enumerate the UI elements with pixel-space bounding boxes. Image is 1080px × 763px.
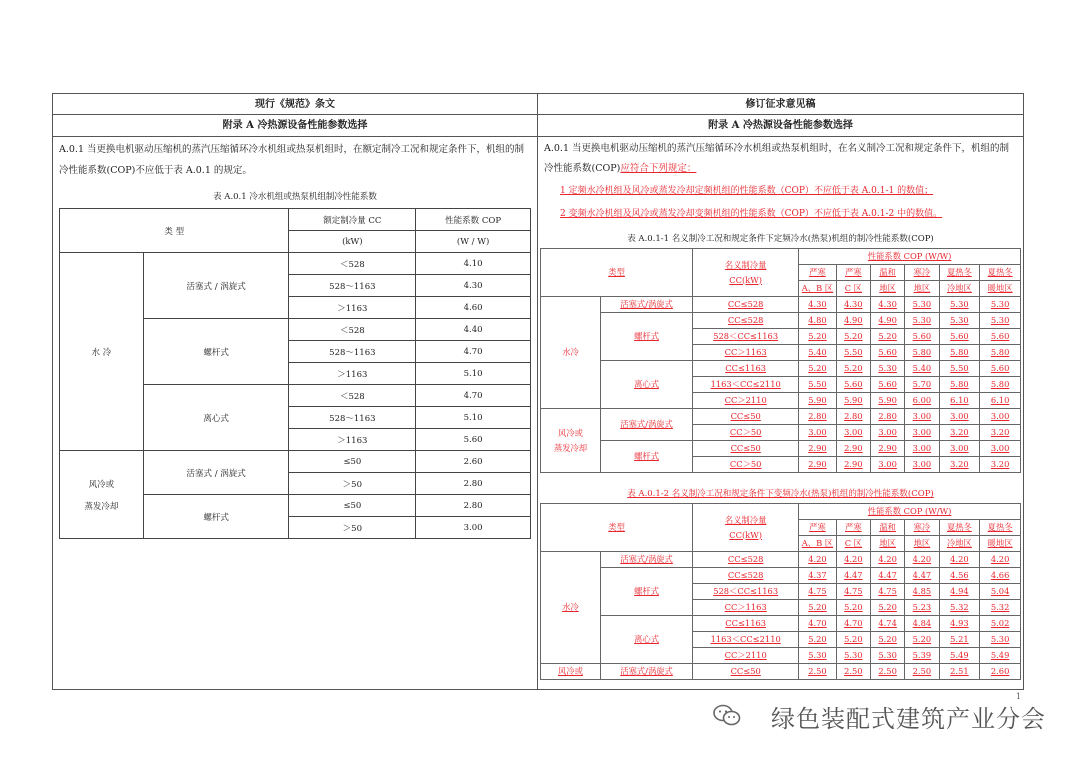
watermark-text: 绿色装配式建筑产业分会 [771,705,1046,733]
t1-group-water: 水冷 [541,297,601,409]
cell-cop: 5.10 [416,363,531,385]
t1-cell-cop: 5.30 [905,297,939,313]
t1-zone-4-b: 冷地区 [939,281,980,297]
t1-cell-cop: 5.20 [799,361,837,377]
t1-cell-cop: 5.90 [870,393,904,409]
t2-zone-3-a: 寒冷 [905,520,939,536]
cell-cop: 4.70 [416,385,531,407]
table2-caption-right: 表 A.0.1-2 名义制冷工况和规定条件下变频冷水(热泵)机组的制冷性能系数(COP) [627,489,934,499]
t1-type-screw: 螺杆式 [601,313,693,361]
t2-cell-cc: 1163＜CC≤2110 [693,632,799,648]
t1-cell-cop: 3.20 [980,457,1021,473]
t1-cell-cop: 5.60 [836,377,870,393]
col-type: 类 型 [60,209,289,253]
t2-cell-cop: 4.47 [870,568,904,584]
group-air-line2: 蒸发冷却 [84,501,119,512]
cell-cop: 2.60 [416,451,531,473]
t1-cell-cop: 5.80 [939,345,980,361]
t2-type-piston: 活塞式/涡旋式 [601,552,693,568]
t1-cell-cop: 4.30 [799,297,837,313]
type-air-piston: 活塞式 / 涡旋式 [143,451,289,495]
cell-cop: 4.30 [416,275,531,297]
t1-cell-cop: 5.80 [980,377,1021,393]
t1-cell-cop: 6.10 [980,393,1021,409]
t1-cell-cop: 4.90 [836,313,870,329]
t2-cell-cop: 5.32 [939,600,980,616]
t2-cell-cop: 2.50 [799,664,837,680]
t1-cell-cc: CC≤528 [693,297,799,313]
t1-cell-cc: CC≤50 [693,441,799,457]
t2-cell-cop: 5.20 [870,632,904,648]
t1-zone-2-b: 地区 [870,281,904,297]
t1-cc-head [693,249,799,297]
t1-cell-cop: 5.40 [905,361,939,377]
t1-group-air-line1: 风冷或 [558,427,583,438]
cell-cc: ＞50 [289,473,416,495]
t2-cell-cop: 4.20 [905,552,939,568]
t1-cell-cop: 5.90 [836,393,870,409]
t2-cell-cop: 5.30 [870,648,904,664]
t1-cell-cop: 2.80 [836,409,870,425]
t2-cell-cop: 4.75 [836,584,870,600]
t1-cell-cop: 2.90 [870,441,904,457]
t1-cell-cop: 3.00 [870,425,904,441]
t1-cell-cop: 5.20 [836,361,870,377]
t1-zone-2-a: 温和 [870,265,904,281]
cell-cop: 5.60 [416,429,531,451]
t1-zone-1-b: C 区 [836,281,870,297]
clause-a01-right [538,137,1023,179]
t1-cell-cop: 2.90 [799,457,837,473]
t1-type-air-screw: 螺杆式 [601,441,693,473]
t1-zone-5-a: 夏热冬 [980,265,1021,281]
t2-zone-2-b: 地区 [870,536,904,552]
t1-zone-3-a: 寒冷 [905,265,939,281]
t1-cell-cop: 5.50 [836,345,870,361]
t1-cell-cop: 5.30 [939,313,980,329]
t1-cell-cc: CC≤1163 [693,361,799,377]
t1-cell-cop: 5.60 [980,329,1021,345]
t2-zone-1-b: C 区 [836,536,870,552]
t1-cell-cop: 2.90 [799,441,837,457]
cell-cc: ≤50 [289,495,416,517]
t2-cell-cop: 5.20 [836,600,870,616]
t1-cell-cop: 3.00 [870,457,904,473]
cell-cc: ＜528 [289,253,416,275]
t1-cell-cop: 3.00 [799,425,837,441]
t1-cell-cc: CC≤50 [693,409,799,425]
t2-cell-cop: 4.84 [905,616,939,632]
t2-zone-5-a: 夏热冬 [980,520,1021,536]
t1-cell-cop: 3.00 [836,425,870,441]
cell-cop: 4.70 [416,341,531,363]
wechat-icon [712,703,742,727]
cell-cc: ＜528 [289,319,416,341]
t1-cell-cop: 3.00 [905,441,939,457]
t2-zone-0-a: 严寒 [799,520,837,536]
col-cop-unit: (W / W) [416,231,531,253]
t2-cell-cc: CC≤1163 [693,616,799,632]
col-cc-unit: (kW) [289,231,416,253]
cell-cc: 528～1163 [289,341,416,363]
t2-cell-cop: 5.30 [799,648,837,664]
t2-cell-cop: 4.70 [836,616,870,632]
revised-item-2: 2 变频水冷机组及风冷或蒸发冷却变频机组的性能系数（COP）不应低于表 A.0.1-2 中的数值。 [560,209,943,219]
document-frame [52,93,1024,701]
t2-zone-4-a: 夏热冬 [939,520,980,536]
t1-cell-cop: 5.30 [980,313,1021,329]
t1-cell-cop: 5.60 [870,345,904,361]
t1-group-air-line2: 蒸发冷却 [553,442,588,453]
cell-cop: 2.80 [416,473,531,495]
t2-cell-cop: 2.50 [836,664,870,680]
t1-cell-cop: 4.30 [870,297,904,313]
t2-zone-2-a: 温和 [870,520,904,536]
t1-cell-cop: 5.30 [939,297,980,313]
t2-type-air-piston: 活塞式/涡旋式 [601,664,693,680]
t2-cell-cop: 4.75 [870,584,904,600]
t2-cell-cc: CC≤528 [693,552,799,568]
t1-type-centrifugal: 离心式 [601,361,693,409]
t2-cell-cop: 5.32 [980,600,1021,616]
t2-cell-cop: 5.30 [836,648,870,664]
cop-table-fixed-frequency [540,248,1021,473]
type-air-screw: 螺杆式 [143,495,289,539]
cell-cc: ＞1163 [289,429,416,451]
group-air [60,451,144,539]
t2-cell-cop: 5.20 [836,632,870,648]
t1-cell-cop: 5.80 [905,345,939,361]
t2-cop-head: 性能系数 COP (W/W) [799,504,1021,520]
t1-cell-cop: 2.80 [799,409,837,425]
t2-cell-cop: 5.21 [939,632,980,648]
t2-zone-1-a: 严寒 [836,520,870,536]
t2-cell-cop: 4.47 [905,568,939,584]
t2-cell-cop: 4.70 [799,616,837,632]
t1-cell-cop: 3.00 [905,425,939,441]
t1-cell-cop: 3.00 [939,409,980,425]
t1-cell-cop: 6.00 [905,393,939,409]
t2-cell-cop: 4.74 [870,616,904,632]
t1-cell-cop: 5.30 [870,361,904,377]
t2-cc-head [693,504,799,552]
t1-cell-cop: 4.90 [870,313,904,329]
t1-cell-cop: 5.20 [799,329,837,345]
t1-cell-cc: 528＜CC≤1163 [693,329,799,345]
t2-group-water: 水冷 [541,552,601,664]
t2-type-screw: 螺杆式 [601,568,693,616]
table-caption-left: 表 A.0.1 冷水机组或热泵机组制冷性能系数 [213,192,377,202]
t1-cell-cop: 5.60 [905,329,939,345]
t2-cc-head-line2: CC(kW) [729,529,763,540]
t2-zone-5-b: 暖地区 [980,536,1021,552]
t1-cell-cop: 5.20 [870,329,904,345]
t2-type-centrifugal: 离心式 [601,616,693,664]
t1-cell-cop: 3.00 [980,441,1021,457]
t1-cell-cop: 5.80 [939,377,980,393]
t2-cell-cop: 4.85 [905,584,939,600]
t2-cell-cc: CC≤528 [693,568,799,584]
t2-cell-cop: 4.20 [939,552,980,568]
t1-cell-cc: CC≤528 [693,313,799,329]
cell-cc: ＞1163 [289,297,416,319]
t2-cell-cop: 2.50 [870,664,904,680]
cell-cop: 4.10 [416,253,531,275]
t1-cell-cop: 3.00 [905,409,939,425]
clause-a01-right-revised: 应符合下列规定： [620,163,697,174]
cell-cop: 4.40 [416,319,531,341]
t2-cell-cop: 2.51 [939,664,980,680]
t1-cell-cc: CC＞1163 [693,345,799,361]
t2-cell-cop: 2.50 [905,664,939,680]
t1-cell-cop: 5.50 [939,361,980,377]
t1-cell-cc: CC＞50 [693,457,799,473]
t2-cell-cop: 5.23 [905,600,939,616]
t1-cell-cop: 5.60 [870,377,904,393]
t2-cell-cop: 4.47 [836,568,870,584]
t1-cell-cop: 3.00 [939,441,980,457]
t1-cell-cop: 3.20 [980,425,1021,441]
t1-cell-cop: 5.40 [799,345,837,361]
t1-cell-cc: CC＞2110 [693,393,799,409]
t2-cell-cc: CC＞1163 [693,600,799,616]
cell-cc: ＞50 [289,517,416,539]
t2-type-head: 类型 [541,504,693,552]
t2-cell-cop: 4.20 [980,552,1021,568]
type-piston: 活塞式 / 涡旋式 [143,253,289,319]
cell-cop: 2.80 [416,495,531,517]
t2-cell-cc: 528＜CC≤1163 [693,584,799,600]
cell-cc: 528～1163 [289,275,416,297]
t1-cell-cop: 5.60 [980,361,1021,377]
t2-cell-cop: 4.75 [799,584,837,600]
t1-cell-cop: 5.60 [939,329,980,345]
t1-cell-cop: 5.90 [799,393,837,409]
t1-cop-head: 性能系数 COP (W/W) [799,249,1021,265]
t2-cell-cop: 4.56 [939,568,980,584]
type-screw: 螺杆式 [143,319,289,385]
cell-cop: 4.60 [416,297,531,319]
cell-cc: ≤50 [289,451,416,473]
current-code-column [53,94,538,689]
revision-draft-column [538,94,1023,701]
t1-cell-cop: 5.50 [799,377,837,393]
t1-cell-cop: 5.30 [980,297,1021,313]
t1-cell-cop: 2.80 [870,409,904,425]
cell-cc: 528～1163 [289,407,416,429]
t2-cell-cop: 4.20 [836,552,870,568]
cell-cc: ＜528 [289,385,416,407]
t1-cell-cop: 6.10 [939,393,980,409]
t2-cell-cop: 5.49 [980,648,1021,664]
t2-cell-cop: 4.66 [980,568,1021,584]
t1-cell-cop: 5.70 [905,377,939,393]
cop-table-left [59,208,531,539]
t1-type-air-piston: 活塞式/涡旋式 [601,409,693,441]
t2-cell-cop: 5.49 [939,648,980,664]
t1-cc-head-line2: CC(kW) [729,274,763,285]
cop-table-variable-frequency [540,503,1021,680]
t2-zone-3-b: 地区 [905,536,939,552]
t2-cell-cop: 4.20 [870,552,904,568]
t2-cell-cop: 4.20 [799,552,837,568]
t1-cell-cop: 2.90 [836,441,870,457]
t2-cell-cop: 5.39 [905,648,939,664]
group-air-line1: 风冷或 [88,479,115,490]
t1-cell-cop: 5.80 [980,345,1021,361]
t1-zone-5-b: 暖地区 [980,281,1021,297]
t1-cell-cc: 1163＜CC≤2110 [693,377,799,393]
t1-cell-cop: 4.30 [836,297,870,313]
t1-cell-cop: 5.20 [836,329,870,345]
type-centrifugal: 离心式 [143,385,289,451]
t1-zone-3-b: 地区 [905,281,939,297]
clause-a01-right-text: A.0.1 当更换电机驱动压缩机的蒸汽压缩循环冷水机组或热泵机组时，在名义制冷工况和规定条件下，机组的制冷性能系数(COP) [544,143,1010,174]
table1-caption-right: 表 A.0.1-1 名义制冷工况和规定条件下定频冷水(热泵)机组的制冷性能系数(COP) [627,234,934,244]
t2-cell-cop: 4.37 [799,568,837,584]
t2-cc-head-line1: 名义制冷量 [724,514,767,525]
t1-cell-cop: 3.20 [939,457,980,473]
t2-zone-4-b: 冷地区 [939,536,980,552]
t1-cell-cop: 5.30 [905,313,939,329]
t1-zone-0-a: 严寒 [799,265,837,281]
t1-cc-head-line1: 名义制冷量 [724,259,767,270]
t2-zone-0-b: A、B 区 [799,536,837,552]
current-code-header: 现行《规范》条文 [53,94,537,115]
t2-cell-cop: 5.04 [980,584,1021,600]
t1-cell-cc: CC＞50 [693,425,799,441]
t2-cell-cc: CC≤50 [693,664,799,680]
t1-cell-cop: 2.90 [836,457,870,473]
t1-zone-1-a: 严寒 [836,265,870,281]
t1-group-air [541,409,601,473]
t2-cell-cop: 5.20 [870,600,904,616]
clause-a01-left: A.0.1 当更换电机驱动压缩机的蒸汽压缩循环冷水机组或热泵机组时，在额定制冷工况和规定条件下，机组的制冷性能系数(COP)不应低于表 A.0.1 的规定。 [59,144,525,176]
group-water: 水 冷 [60,253,144,451]
col-cc: 额定制冷量 CC [289,209,416,231]
cell-cop: 3.00 [416,517,531,539]
t2-cell-cc: CC＞2110 [693,648,799,664]
appendix-title-right: 附录 A 冷热源设备性能参数选择 [538,115,1023,137]
col-cop: 性能系数 COP [416,209,531,231]
t1-type-head: 类型 [541,249,693,297]
t1-type-piston: 活塞式/涡旋式 [601,297,693,313]
t2-cell-cop: 5.02 [980,616,1021,632]
t1-zone-4-a: 夏热冬 [939,265,980,281]
t1-zone-0-b: A、B 区 [799,281,837,297]
t2-cell-cop: 4.94 [939,584,980,600]
revision-draft-header: 修订征求意见稿 [538,94,1023,115]
t2-group-air: 风冷或 [541,664,601,680]
cell-cc: ＞1163 [289,363,416,385]
cell-cop: 5.10 [416,407,531,429]
appendix-title-left: 附录 A 冷热源设备性能参数选择 [53,115,537,137]
t1-cell-cop: 3.00 [905,457,939,473]
t2-cell-cop: 5.30 [980,632,1021,648]
t2-cell-cop: 4.93 [939,616,980,632]
page-number: 1 [1015,692,1021,701]
t2-cell-cop: 5.20 [905,632,939,648]
t2-cell-cop: 2.60 [980,664,1021,680]
t2-cell-cop: 5.20 [799,632,837,648]
t2-cell-cop: 5.20 [799,600,837,616]
revised-item-1: 1 定频水冷机组及风冷或蒸发冷却定频机组的性能系数（COP）不应低于表 A.0.1-1 的数值； [560,186,934,196]
t1-cell-cop: 3.20 [939,425,980,441]
t1-cell-cop: 4.80 [799,313,837,329]
t1-cell-cop: 3.00 [980,409,1021,425]
